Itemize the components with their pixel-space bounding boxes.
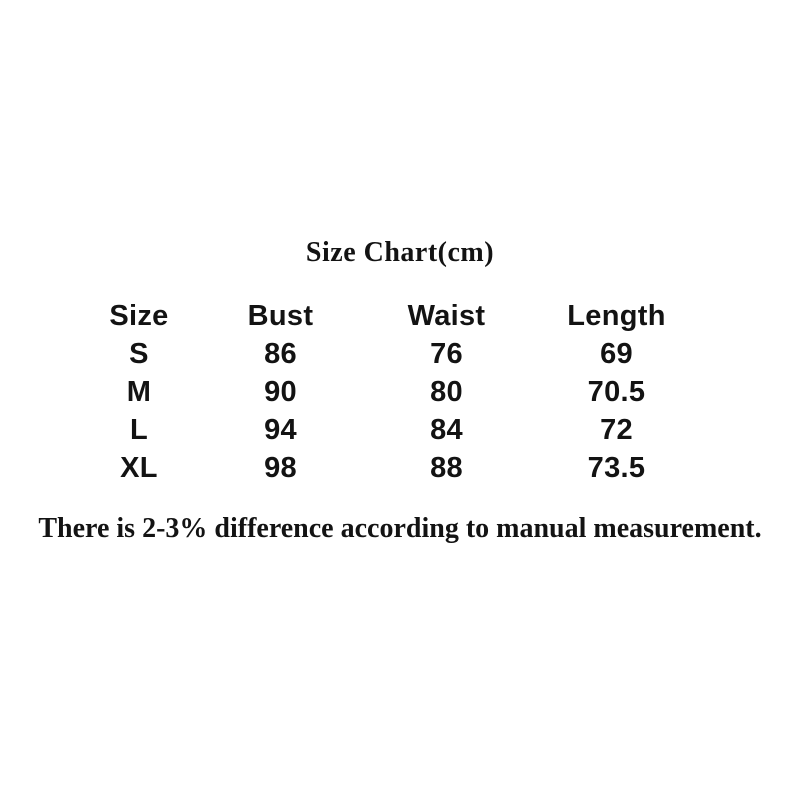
table-header-row [68,297,691,335]
measurement-note: There is 2-3% difference according to manual measurement. [38,513,762,544]
page-title: Size Chart(cm) [305,237,495,268]
waist-cell: 88 [430,451,463,484]
length-cell: 70.5 [587,375,646,408]
bust-cell: 98 [264,451,297,484]
table-row-xl [68,449,691,487]
table-row-l [68,411,691,449]
column-header-length: Length [567,299,666,332]
waist-cell: 80 [430,375,463,408]
bust-cell: 86 [264,337,297,370]
size-cell: M [126,375,152,408]
column-header-bust: Bust [247,299,314,332]
size-cell: L [129,413,148,446]
bust-cell: 90 [264,375,297,408]
column-header-size: Size [109,299,169,332]
length-cell: 73.5 [587,451,646,484]
table-row-s [68,335,691,373]
length-cell: 69 [600,337,633,370]
column-header-waist: Waist [407,299,486,332]
waist-cell: 84 [430,413,463,446]
waist-cell: 76 [430,337,463,370]
table-row-m [68,373,691,411]
bust-cell: 94 [264,413,297,446]
size-cell: S [129,337,149,370]
size-table [68,297,691,487]
size-cell: XL [120,451,158,484]
length-cell: 72 [600,413,633,446]
